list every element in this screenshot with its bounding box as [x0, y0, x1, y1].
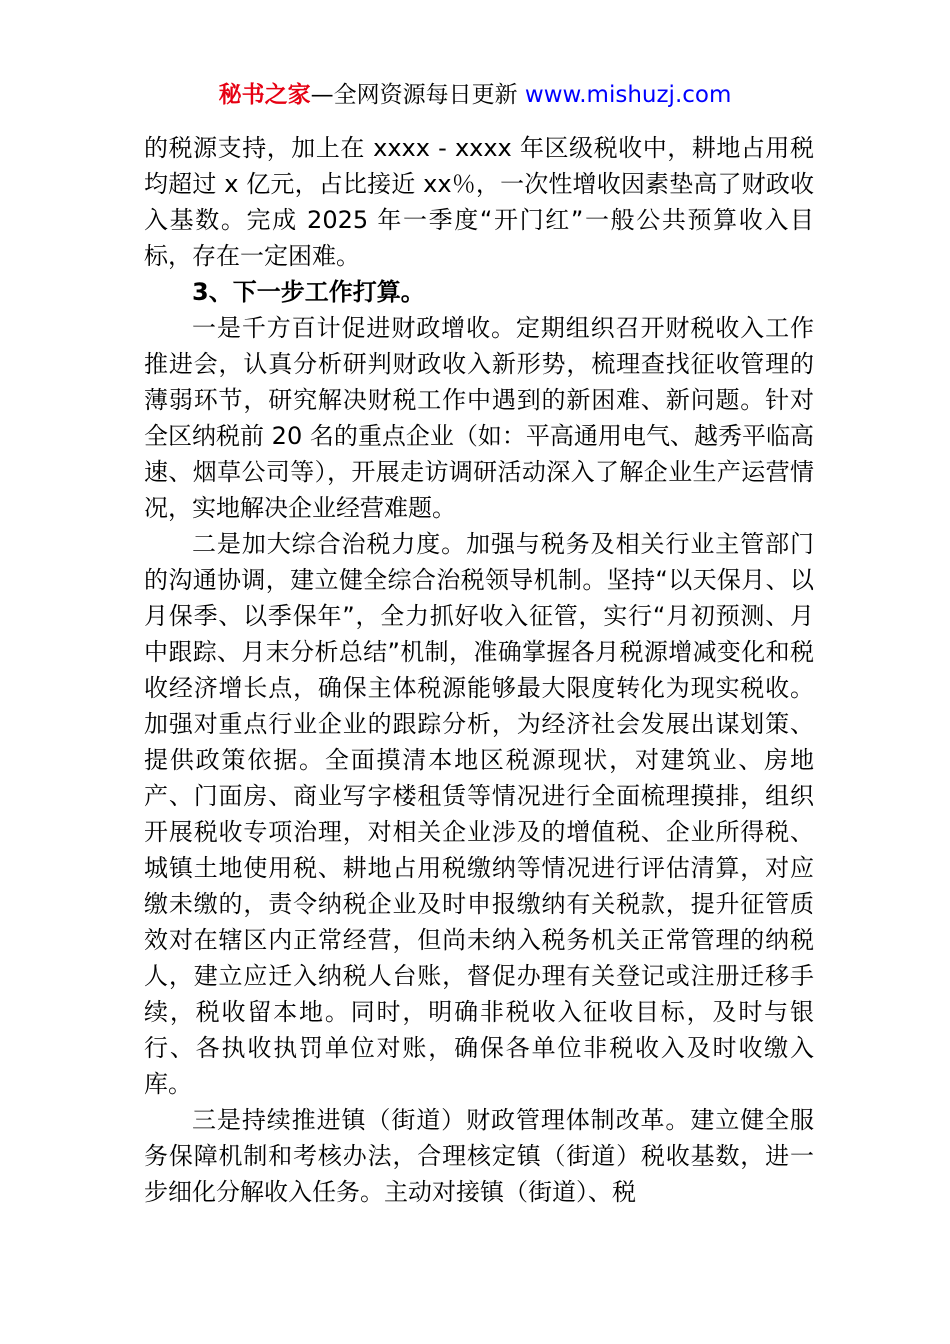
paragraph-1: 一是千方百计促进财政增收。定期组织召开财税收入工作推进会，认真分析研判财政收入新形势，梳理查找征收管理的薄弱环节，研究解决财税工作中遇到的新困难、新问题。针对全区纳税前 20 名的重点企业（如：平高通用电气、越秀平临高速、烟草公司等），开展走访调研活动深入了解企业生产运营情况，实地解决企业经营难题。 [144, 314, 814, 522]
continuation-paragraph: 的税源支持，加上在 xxxx - xxxx 年区级税收中，耕地占用税均超过 x 亿元，占比接近 xx％，一次性增收因素垫高了财政收入基数。完成 2025 年一季度“开门红”一般公共预算收入目标，存在一定困难。 [144, 134, 814, 270]
paragraph-2: 二是加大综合治税力度。加强与税务及相关行业主管部门的沟通协调，建立健全综合治税领导机制。坚持“以天保月、以月保季、以季保年”，全力抓好收入征管，实行“月初预测、月中跟踪、月末分析总结”机制，准确掌握各月税源增减变化和税收经济增长点，确保主体税源能够最大限度转化为现实税收。加强对重点行业企业的跟踪分析，为经济社会发展出谋划策、提供政策依据。全面摸清本地区税源现状，对建筑业、房地产、门面房、商业写字楼租赁等情况进行全面梳理摸排，组织开展税收专项治理，对相关企业涉及的增值税、企业所得税、城镇土地使用税、耕地占用税缴纳等情况进行评估清算，对应缴未缴的，责令纳税企业及时申报缴纳有关税款，提升征管质效对在辖区内正常经营，但尚未纳入税务机关正常管理的纳税人，建立应迁入纳税人台账，督促办理有关登记或注册迁移手续，税收留本地。同时，明确非税收入征收目标，及时与银行、各执收执罚单位对账，确保各单位非税收入及时收缴入库。 [144, 530, 814, 1098]
site-tagline: —全网资源每日更新 [310, 82, 525, 108]
paragraph-3: 三是持续推进镇（街道）财政管理体制改革。建立健全服务保障机制和考核办法，合理核定镇（街道）税收基数，进一步细化分解收入任务。主动对接镇（街道）、税 [144, 1106, 814, 1206]
section-heading: 3、下一步工作打算。 [192, 278, 425, 306]
document-body [144, 130, 814, 1210]
site-header [0, 78, 950, 112]
site-brand: 秘书之家 [218, 82, 311, 108]
site-url-link[interactable]: www.mishuzj.com [524, 82, 732, 108]
